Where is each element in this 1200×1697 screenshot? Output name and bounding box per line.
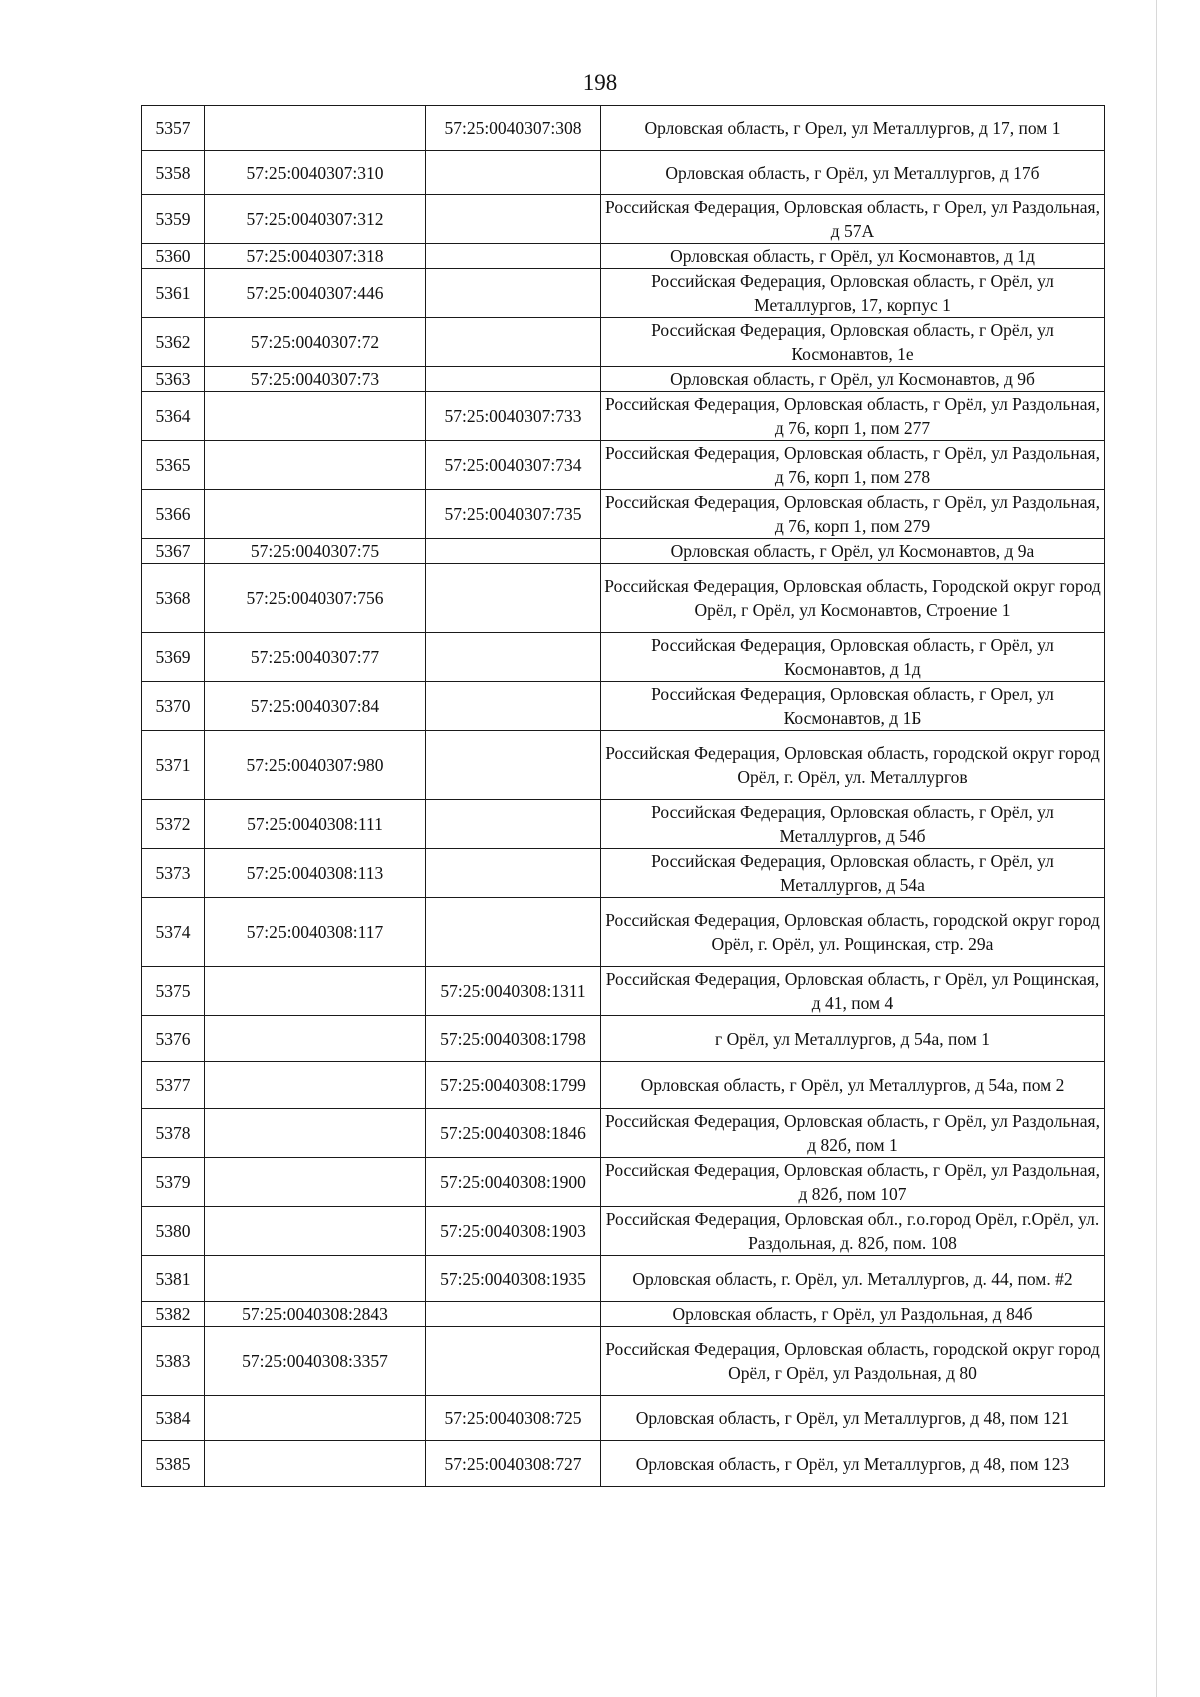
page-edge-line (1156, 0, 1157, 1697)
table-row (142, 269, 1105, 318)
address-cell: Российская Федерация, Орловская область, г Орёл, ул Космонавтов, 1е (601, 318, 1105, 367)
row-number-cell: 5360 (142, 244, 205, 269)
object-cadastral-number-cell (426, 564, 601, 633)
cadastral-number-cell (205, 1016, 426, 1062)
address-cell: Орловская область, г. Орёл, ул. Металлургов, д. 44, пом. #2 (601, 1256, 1105, 1302)
cadastral-number-cell: 57:25:0040307:446 (205, 269, 426, 318)
address-cell: Российская Федерация, Орловская область, г Орёл, ул Металлургов, д 54б (601, 800, 1105, 849)
object-cadastral-number-cell: 57:25:0040308:1900 (426, 1158, 601, 1207)
object-cadastral-number-cell (426, 682, 601, 731)
object-cadastral-number-cell (426, 731, 601, 800)
row-number-cell: 5371 (142, 731, 205, 800)
address-cell: Орловская область, г Орёл, ул Космонавтов, д 1д (601, 244, 1105, 269)
cadastral-number-cell (205, 1396, 426, 1441)
cadastral-number-cell: 57:25:0040307:318 (205, 244, 426, 269)
cadastral-number-cell: 57:25:0040307:73 (205, 367, 426, 392)
address-cell: Орловская область, г Орёл, ул Металлургов, д 54а, пом 2 (601, 1062, 1105, 1109)
cadastral-number-cell (205, 1109, 426, 1158)
cadastral-number-cell: 57:25:0040307:84 (205, 682, 426, 731)
row-number-cell: 5377 (142, 1062, 205, 1109)
table-row (142, 195, 1105, 244)
row-number-cell: 5381 (142, 1256, 205, 1302)
table-row (142, 392, 1105, 441)
table-row (142, 1327, 1105, 1396)
address-cell: Российская Федерация, Орловская область, городской округ город Орёл, г. Орёл, ул. Рощинская, стр. 29а (601, 898, 1105, 967)
cadastral-number-cell (205, 1062, 426, 1109)
object-cadastral-number-cell: 57:25:0040307:308 (426, 106, 601, 151)
cadastral-number-cell: 57:25:0040308:117 (205, 898, 426, 967)
address-cell: Российская Федерация, Орловская область, г Орёл, ул Космонавтов, д 1д (601, 633, 1105, 682)
object-cadastral-number-cell (426, 539, 601, 564)
address-cell: Российская Федерация, Орловская обл., г.о.город Орёл, г.Орёл, ул. Раздольная, д. 82б, пом. 108 (601, 1207, 1105, 1256)
cadastral-number-cell (205, 106, 426, 151)
object-cadastral-number-cell (426, 318, 601, 367)
table-row (142, 1256, 1105, 1302)
address-cell: Российская Федерация, Орловская область, г Орёл, ул Раздольная, д 76, корп 1, пом 277 (601, 392, 1105, 441)
table-row (142, 441, 1105, 490)
cadastral-number-cell: 57:25:0040308:113 (205, 849, 426, 898)
table-row (142, 682, 1105, 731)
object-cadastral-number-cell: 57:25:0040308:1903 (426, 1207, 601, 1256)
object-cadastral-number-cell (426, 849, 601, 898)
address-cell: Орловская область, г Орел, ул Металлургов, д 17, пом 1 (601, 106, 1105, 151)
cadastral-number-cell (205, 392, 426, 441)
row-number-cell: 5385 (142, 1441, 205, 1487)
cadastral-number-cell: 57:25:0040308:2843 (205, 1302, 426, 1327)
row-number-cell: 5359 (142, 195, 205, 244)
table-row (142, 1396, 1105, 1441)
row-number-cell: 5373 (142, 849, 205, 898)
row-number-cell: 5380 (142, 1207, 205, 1256)
address-cell: Российская Федерация, Орловская область, г Орёл, ул Раздольная, д 76, корп 1, пом 278 (601, 441, 1105, 490)
address-cell: Орловская область, г Орёл, ул Металлургов, д 48, пом 121 (601, 1396, 1105, 1441)
table-row (142, 539, 1105, 564)
cadastral-number-cell: 57:25:0040308:111 (205, 800, 426, 849)
row-number-cell: 5376 (142, 1016, 205, 1062)
address-cell: Российская Федерация, Орловская область, г Орёл, ул Раздольная, д 76, корп 1, пом 279 (601, 490, 1105, 539)
object-cadastral-number-cell: 57:25:0040308:1846 (426, 1109, 601, 1158)
address-cell: Орловская область, г Орёл, ул Раздольная, д 84б (601, 1302, 1105, 1327)
cadastral-number-cell (205, 967, 426, 1016)
object-cadastral-number-cell (426, 151, 601, 195)
address-cell: Российская Федерация, Орловская область, г Орел, ул Космонавтов, д 1Б (601, 682, 1105, 731)
table-row (142, 800, 1105, 849)
row-number-cell: 5358 (142, 151, 205, 195)
cadastral-number-cell (205, 1207, 426, 1256)
object-cadastral-number-cell: 57:25:0040308:1798 (426, 1016, 601, 1062)
address-cell: Российская Федерация, Орловская область, Городской округ город Орёл, г Орёл, ул Космонавтов, Строение 1 (601, 564, 1105, 633)
row-number-cell: 5379 (142, 1158, 205, 1207)
address-cell: Орловская область, г Орёл, ул Космонавтов, д 9а (601, 539, 1105, 564)
cadastral-number-cell: 57:25:0040307:72 (205, 318, 426, 367)
row-number-cell: 5364 (142, 392, 205, 441)
address-cell: Российская Федерация, Орловская область, г Орёл, ул Раздольная, д 82б, пом 107 (601, 1158, 1105, 1207)
address-cell: Российская Федерация, Орловская область, городской округ город Орёл, г. Орёл, ул. Металлургов (601, 731, 1105, 800)
object-cadastral-number-cell (426, 367, 601, 392)
object-cadastral-number-cell: 57:25:0040307:735 (426, 490, 601, 539)
registry-table-body (142, 106, 1105, 1487)
table-row (142, 1207, 1105, 1256)
object-cadastral-number-cell (426, 269, 601, 318)
cadastral-number-cell (205, 1441, 426, 1487)
table-row (142, 1016, 1105, 1062)
object-cadastral-number-cell (426, 1302, 601, 1327)
table-row (142, 318, 1105, 367)
address-cell: Российская Федерация, Орловская область, г Орёл, ул Металлургов, д 54а (601, 849, 1105, 898)
cadastral-number-cell: 57:25:0040307:75 (205, 539, 426, 564)
row-number-cell: 5361 (142, 269, 205, 318)
object-cadastral-number-cell: 57:25:0040307:734 (426, 441, 601, 490)
object-cadastral-number-cell: 57:25:0040307:733 (426, 392, 601, 441)
address-cell: Российская Федерация, Орловская область, городской округ город Орёл, г Орёл, ул Раздольная, д 80 (601, 1327, 1105, 1396)
table-row (142, 898, 1105, 967)
table-row (142, 849, 1105, 898)
object-cadastral-number-cell: 57:25:0040308:1935 (426, 1256, 601, 1302)
cadastral-number-cell: 57:25:0040307:310 (205, 151, 426, 195)
address-cell: Российская Федерация, Орловская область, г Орел, ул Раздольная, д 57А (601, 195, 1105, 244)
row-number-cell: 5375 (142, 967, 205, 1016)
cadastral-number-cell (205, 490, 426, 539)
cadastral-number-cell (205, 1158, 426, 1207)
row-number-cell: 5370 (142, 682, 205, 731)
row-number-cell: 5374 (142, 898, 205, 967)
table-row (142, 967, 1105, 1016)
cadastral-number-cell: 57:25:0040307:756 (205, 564, 426, 633)
row-number-cell: 5383 (142, 1327, 205, 1396)
table-row (142, 490, 1105, 539)
table-row (142, 1158, 1105, 1207)
object-cadastral-number-cell: 57:25:0040308:1311 (426, 967, 601, 1016)
address-cell: Орловская область, г Орёл, ул Металлургов, д 17б (601, 151, 1105, 195)
row-number-cell: 5367 (142, 539, 205, 564)
table-row (142, 633, 1105, 682)
address-cell: Российская Федерация, Орловская область, г Орёл, ул Раздольная, д 82б, пом 1 (601, 1109, 1105, 1158)
object-cadastral-number-cell: 57:25:0040308:1799 (426, 1062, 601, 1109)
row-number-cell: 5363 (142, 367, 205, 392)
address-cell: г Орёл, ул Металлургов, д 54а, пом 1 (601, 1016, 1105, 1062)
table-row (142, 367, 1105, 392)
object-cadastral-number-cell (426, 800, 601, 849)
cadastral-number-cell (205, 441, 426, 490)
cadastral-number-cell (205, 1256, 426, 1302)
address-cell: Орловская область, г Орёл, ул Металлургов, д 48, пом 123 (601, 1441, 1105, 1487)
row-number-cell: 5362 (142, 318, 205, 367)
address-cell: Российская Федерация, Орловская область, г Орёл, ул Металлургов, 17, корпус 1 (601, 269, 1105, 318)
object-cadastral-number-cell (426, 1327, 601, 1396)
object-cadastral-number-cell: 57:25:0040308:725 (426, 1396, 601, 1441)
object-cadastral-number-cell (426, 195, 601, 244)
table-row (142, 1441, 1105, 1487)
row-number-cell: 5382 (142, 1302, 205, 1327)
object-cadastral-number-cell: 57:25:0040308:727 (426, 1441, 601, 1487)
table-row (142, 1109, 1105, 1158)
table-row (142, 1062, 1105, 1109)
object-cadastral-number-cell (426, 633, 601, 682)
table-row (142, 106, 1105, 151)
row-number-cell: 5372 (142, 800, 205, 849)
row-number-cell: 5369 (142, 633, 205, 682)
address-cell: Орловская область, г Орёл, ул Космонавтов, д 9б (601, 367, 1105, 392)
row-number-cell: 5384 (142, 1396, 205, 1441)
table-row (142, 151, 1105, 195)
row-number-cell: 5378 (142, 1109, 205, 1158)
row-number-cell: 5357 (142, 106, 205, 151)
table-row (142, 564, 1105, 633)
row-number-cell: 5368 (142, 564, 205, 633)
address-cell: Российская Федерация, Орловская область, г Орёл, ул Рощинская, д 41, пом 4 (601, 967, 1105, 1016)
cadastral-number-cell: 57:25:0040307:312 (205, 195, 426, 244)
object-cadastral-number-cell (426, 244, 601, 269)
cadastral-number-cell: 57:25:0040308:3357 (205, 1327, 426, 1396)
table-row (142, 1302, 1105, 1327)
object-cadastral-number-cell (426, 898, 601, 967)
table-row (142, 244, 1105, 269)
page-number: 198 (582, 70, 618, 95)
row-number-cell: 5365 (142, 441, 205, 490)
cadastral-number-cell: 57:25:0040307:77 (205, 633, 426, 682)
row-number-cell: 5366 (142, 490, 205, 539)
table-row (142, 731, 1105, 800)
registry-table (141, 105, 1105, 1487)
cadastral-number-cell: 57:25:0040307:980 (205, 731, 426, 800)
